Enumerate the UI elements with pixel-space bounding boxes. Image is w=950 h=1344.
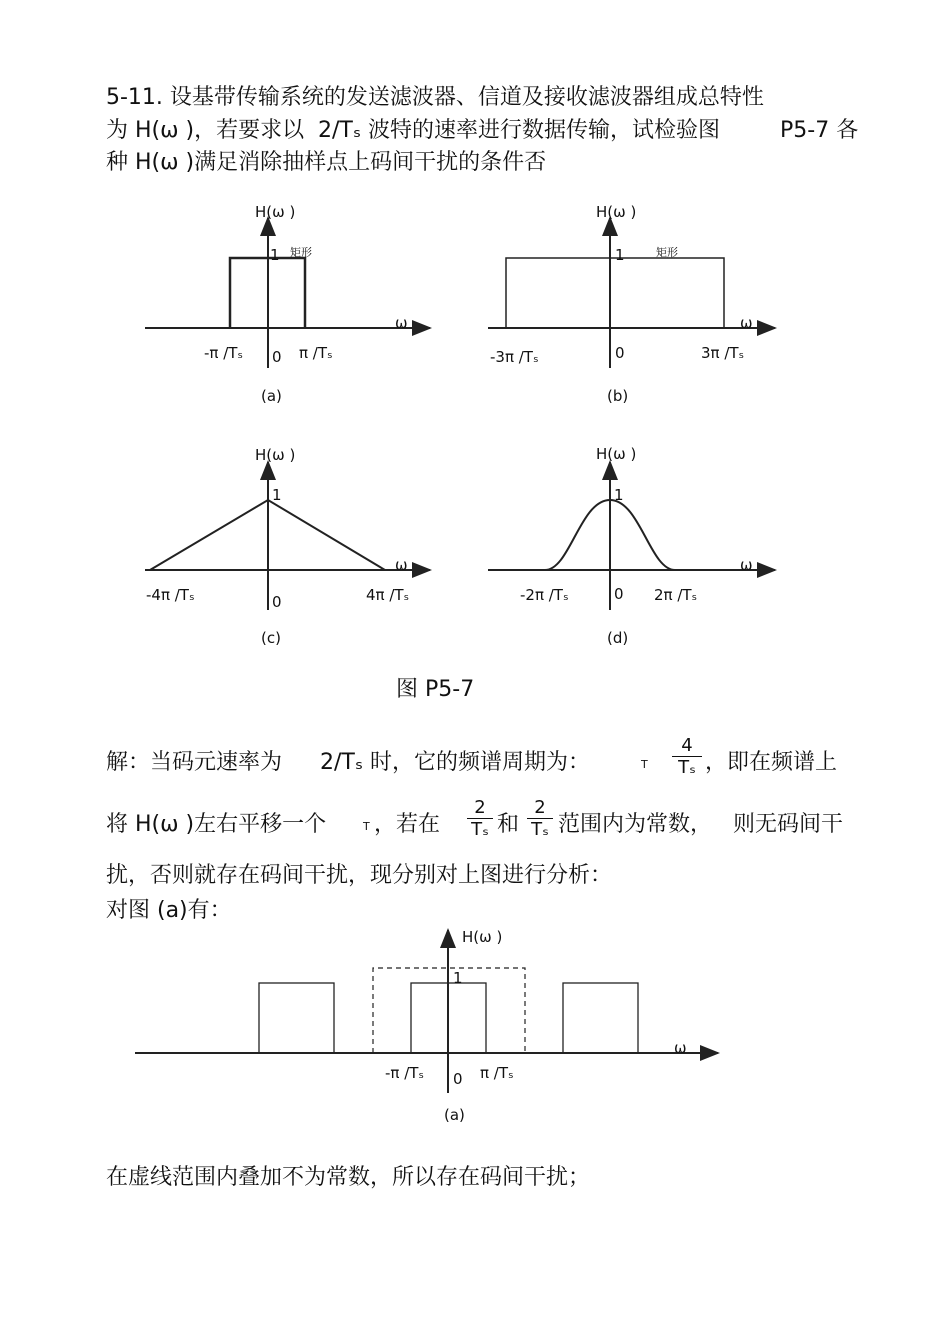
solution-s2-f1-den: Tₛ xyxy=(471,819,489,840)
graph-b-xlabel: ω xyxy=(740,314,753,332)
graph-a-origin: 0 xyxy=(272,348,282,366)
graph-b-caption: (b) xyxy=(607,387,629,405)
graph-b-rect xyxy=(506,258,724,328)
solution-s1c: ，即在频谱上 xyxy=(705,750,838,775)
solution-s1-t: T xyxy=(641,758,648,771)
graph-a-ylabel: H(ω ) xyxy=(255,203,296,221)
graph-b-ylabel: H(ω ) xyxy=(596,203,637,221)
graph-c-ylabel: H(ω ) xyxy=(255,446,296,464)
analysis-origin: 0 xyxy=(453,1070,463,1088)
graph-c-right: 4π /Tₛ xyxy=(366,586,410,604)
graph-c-caption: (c) xyxy=(261,629,281,647)
graph-d-one: 1 xyxy=(614,486,624,504)
graph-d-origin: 0 xyxy=(614,585,624,603)
graph-b-origin: 0 xyxy=(615,344,625,362)
problem-line-1: 5-11. 设基带传输系统的发送滤波器、信道及接收滤波器组成总特性 xyxy=(106,85,764,110)
solution-s1-num: 4 xyxy=(672,735,702,757)
graph-a-caption: (a) xyxy=(261,387,282,405)
problem-line-2c: P5-7 各 xyxy=(780,118,859,143)
solution-s2-t: T xyxy=(363,820,370,833)
analysis-left: -π /Tₛ xyxy=(385,1064,425,1082)
graph-a xyxy=(145,218,430,368)
solution-s2-fraction-2 xyxy=(527,797,553,840)
solution-conclusion: 在虚线范围内叠加不为常数，所以存在码间干扰； xyxy=(106,1165,591,1190)
analysis-one: 1 xyxy=(453,969,463,987)
graph-b-one: 1 xyxy=(615,246,625,264)
graph-b-shape-label: 矩形 xyxy=(656,246,678,259)
analysis-rect-left xyxy=(259,983,334,1053)
graph-d-right: 2π /Tₛ xyxy=(654,586,698,604)
graph-a-shape-label: 矩形 xyxy=(290,246,312,259)
solution-s3: 扰，否则就存在码间干扰，现分别对上图进行分析： xyxy=(106,863,613,888)
graph-c-left: -4π /Tₛ xyxy=(146,586,195,604)
graph-c-one: 1 xyxy=(272,486,282,504)
solution-s1-fraction xyxy=(672,735,702,778)
solution-s2b: ，若在 xyxy=(374,812,441,837)
problem-line-3: 种 H(ω )满足消除抽样点上码间干扰的条件否 xyxy=(106,150,547,175)
solution-s1-den: Tₛ xyxy=(678,757,696,778)
graph-a-right: π /Tₛ xyxy=(299,344,333,362)
solution-s2c: 范围内为常数， xyxy=(558,812,713,837)
solution-s1b: 2/Tₛ 时，它的频谱周期为： xyxy=(320,750,591,775)
solution-s2-f2-num: 2 xyxy=(527,797,553,819)
graph-a-one: 1 xyxy=(270,246,280,264)
solution-s1a: 解：当码元速率为 xyxy=(106,750,283,775)
graph-c-origin: 0 xyxy=(272,593,282,611)
graph-b-right: 3π /Tₛ xyxy=(701,344,745,362)
graph-a-left: -π /Tₛ xyxy=(204,344,244,362)
solution-s2a: 将 H(ω )左右平移一个 xyxy=(106,812,327,837)
problem-line-2a: 为 H(ω )，若要求以 xyxy=(106,118,305,143)
solution-s2-fraction-1 xyxy=(467,797,493,840)
solution-s2-f1-num: 2 xyxy=(467,797,493,819)
analysis-graph xyxy=(135,930,718,1093)
analysis-caption: (a) xyxy=(444,1106,465,1124)
graph-a-xlabel: ω xyxy=(395,314,408,332)
graph-d-xlabel: ω xyxy=(740,556,753,574)
problem-line-2b: 2/Tₛ 波特的速率进行数据传输，试检验图 xyxy=(318,118,721,143)
graph-b-left: -3π /Tₛ xyxy=(490,348,539,366)
solution-s2d: 则无码间干 xyxy=(733,812,844,837)
analysis-xlabel: ω xyxy=(674,1039,687,1057)
graph-d-left: -2π /Tₛ xyxy=(520,586,569,604)
analysis-rect-right xyxy=(563,983,638,1053)
solution-s2-f2-den: Tₛ xyxy=(531,819,549,840)
solution-s4: 对图 (a)有： xyxy=(106,898,232,923)
figure-caption: 图 P5-7 xyxy=(396,677,475,702)
graph-d-ylabel: H(ω ) xyxy=(596,445,637,463)
analysis-right: π /Tₛ xyxy=(480,1064,514,1082)
analysis-ylabel: H(ω ) xyxy=(462,928,503,946)
graph-d-caption: (d) xyxy=(607,629,629,647)
graph-c-xlabel: ω xyxy=(395,556,408,574)
solution-s2-he: 和 xyxy=(497,812,520,837)
